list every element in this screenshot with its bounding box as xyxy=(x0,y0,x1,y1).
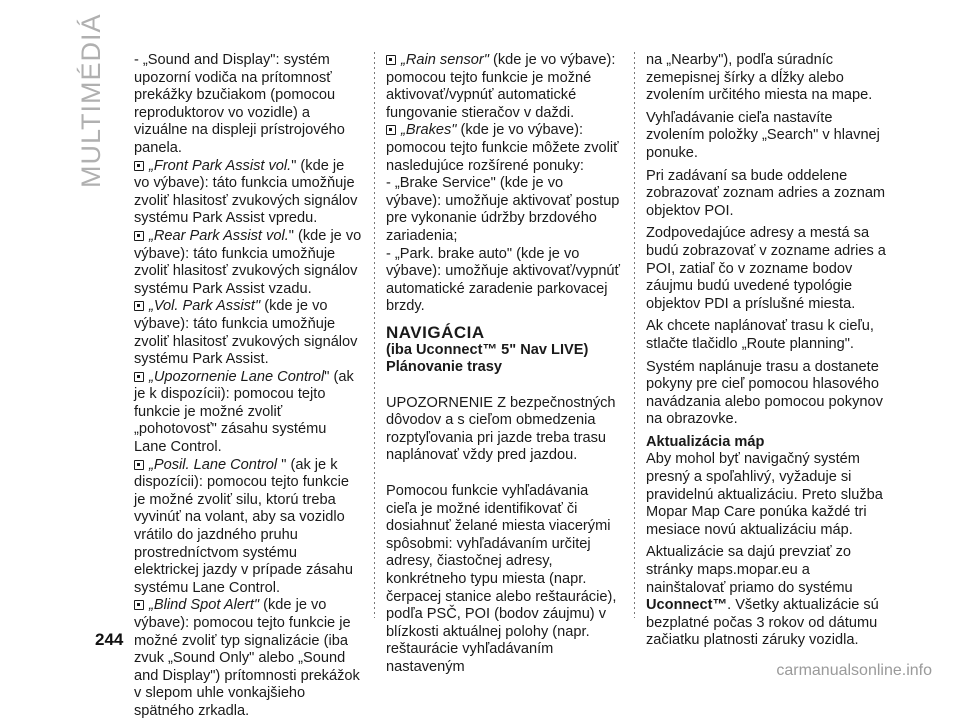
menu-item-icon xyxy=(134,460,144,470)
item-name: „Upozornenie Lane Control xyxy=(149,368,325,385)
settings-item xyxy=(134,457,362,598)
paragraph: Aby mohol byť navigačný systém presný a spoľahlivý, vyžaduje si pravidelnú aktualizáciu. Preto služba Mopar Map Care ponúka každé tri mesiace novú aktualizáciu máp. xyxy=(646,451,883,538)
settings-item xyxy=(134,597,362,720)
watermark: carmanualsonline.info xyxy=(776,662,932,679)
column-divider xyxy=(374,52,375,618)
section-side-title: MULTIMÉDIÁ xyxy=(76,13,106,188)
settings-item xyxy=(134,369,362,457)
paragraph: Zodpovedajúce adresy a mestá sa budú zobrazovať v zozname adries a POI, zatiaľ čo v zozname bodov záujmu budú uvedené typológie objektov PDI a príslušné miesta. xyxy=(646,225,886,312)
item-name: „Vol. Park Assist" xyxy=(149,298,261,315)
item-description: " (ak je k dispozícii): pomocou tejto funkcie je možné zvoliť silu, ktorú treba vyvinúť na volant, aby sa vozidlo vrátilo do jazdného pruhu prostredníctvom systému elektrickej jazdy v prípade zásahu systému Lane Control. xyxy=(134,456,354,596)
paragraph: Pomocou funkcie vyhľadávania cieľa je možné identifikovať či dosiahnuť želané miesta viacerými spôsobmi: vyhľadávaním určitej adresy, čiastočnej adresy, konkrétneho typu miesta (napr. čerpacej stanice alebo reštaurácie), podľa PSČ, POI (bodov záujmu) v blízkosti aktuálnej polohy (napr. reštaurácie vyhľadávaním nastaveným xyxy=(386,483,617,675)
item-description: " (ak je k dispozícii): pomocou tejto funkcie je možné zvoliť „pohotovosť" zásahu systému Lane Control. xyxy=(134,368,354,456)
brand-name: Uconnect™ xyxy=(646,597,728,614)
menu-item-icon xyxy=(134,600,144,610)
menu-item-icon xyxy=(134,372,144,382)
page-number: 244 xyxy=(95,630,124,649)
paragraph: Ak chcete naplánovať trasu k cieľu, stlačte tlačidlo „Route planning". xyxy=(646,318,874,352)
item-description: (kde je vo výbave): pomocou tejto funkcie môžete zvoliť nasledujúce rozšírené ponuky: xyxy=(386,122,619,174)
column-divider xyxy=(634,52,635,618)
paragraph: na „Nearby"), podľa súradníc zemepisnej šírky a dĺžky alebo zvolením určitého miesta na mape. xyxy=(646,52,873,104)
warning-paragraph: UPOZORNENIE Z bezpečnostných dôvodov a s cieľom obmedzenia rozptyľovania pri jazde treba trasu naplánovať vždy pred jazdou. xyxy=(386,394,616,464)
subsection-heading: Aktualizácia máp xyxy=(646,433,765,450)
settings-item xyxy=(386,52,622,122)
paragraph: Pri zadávaní sa bude oddelene zobrazovať zoznam adries a zoznam objektov POI. xyxy=(646,167,886,219)
settings-item xyxy=(386,122,622,175)
item-name: „Posil. Lane Control xyxy=(149,456,278,473)
paragraph: - „Park. brake auto" (kde je vo výbave): umožňuje aktivovať/vypnúť automatické zaradenie parkovacej brzdy. xyxy=(386,245,621,315)
menu-item-icon xyxy=(386,125,396,135)
text-column-2 xyxy=(386,52,622,677)
section-heading: NAVIGÁCIA xyxy=(386,322,485,342)
paragraph: Vyhľadávanie cieľa nastavíte zvolením položky „Search" v hlavnej ponuke. xyxy=(646,109,880,161)
item-description: (kde je vo výbave): pomocou tejto funkcie je možné zvoliť typ signalizácie (iba zvuk „Sound Only" alebo „Sound and Display") prítomnosti prekážok v slepom uhle vonkajšieho spätného zrkadla. xyxy=(134,597,360,719)
settings-item xyxy=(134,158,362,228)
item-description: (kde je vo výbave): táto funkcia umožňuje zvoliť hlasitosť zvukových signálov systému Park Assist. xyxy=(134,298,358,368)
settings-item xyxy=(134,298,362,368)
item-name: „Brakes" xyxy=(401,122,457,139)
paragraph: - „Brake Service" (kde je vo výbave): umožňuje aktivovať postup pre vykonanie údržby brzdového zariadenia; xyxy=(386,175,620,244)
item-name: „Rear Park Assist vol. xyxy=(149,227,289,244)
item-description: " (kde je vo výbave): táto funkcia umožňuje zvoliť hlasitosť zvukových signálov systému Park Assist vzadu. xyxy=(134,227,362,297)
text-column-3 xyxy=(646,52,886,650)
menu-item-icon xyxy=(386,55,396,65)
text-column-1 xyxy=(134,52,362,721)
menu-item-icon xyxy=(134,301,144,311)
paragraph xyxy=(646,544,886,650)
subsection-heading: (iba Uconnect™ 5" Nav LIVE) Plánovanie trasy xyxy=(386,341,589,376)
item-name: „Rain sensor" xyxy=(401,52,489,68)
settings-item xyxy=(134,228,362,298)
item-description: " (kde je vo výbave): táto funkcia umožňuje zvoliť hlasitosť zvukových signálov systému Park Assist vpredu. xyxy=(134,157,358,227)
text-run: . Všetky aktualizácie sú bezplatné počas 3 rokov od dátumu začiatku platnosti záruky vozidla. xyxy=(646,597,879,649)
item-description: (kde je vo výbave): pomocou tejto funkcie je možné aktivovať/vypnúť automatické fungovanie stieračov v daždi. xyxy=(386,52,616,121)
item-name: „Front Park Assist vol. xyxy=(149,157,292,174)
menu-item-icon xyxy=(134,161,144,171)
menu-item-icon xyxy=(134,231,144,241)
item-name: „Blind Spot Alert" xyxy=(149,597,260,614)
text-run: Aktualizácie sa dajú prevziať zo stránky maps.mopar.eu a nainštalovať priamo do systému xyxy=(646,544,853,596)
paragraph: Systém naplánuje trasu a dostanete pokyny pre cieľ pomocou hlasového navádzania alebo pomocou pokynov na obrazovke. xyxy=(646,358,883,428)
paragraph: - „Sound and Display": systém upozorní vodiča na prítomnosť prekážky bzučiakom (pomocou reproduktorov vo vozidle) a vizuálne na displeji prístrojového panela. xyxy=(134,52,345,156)
